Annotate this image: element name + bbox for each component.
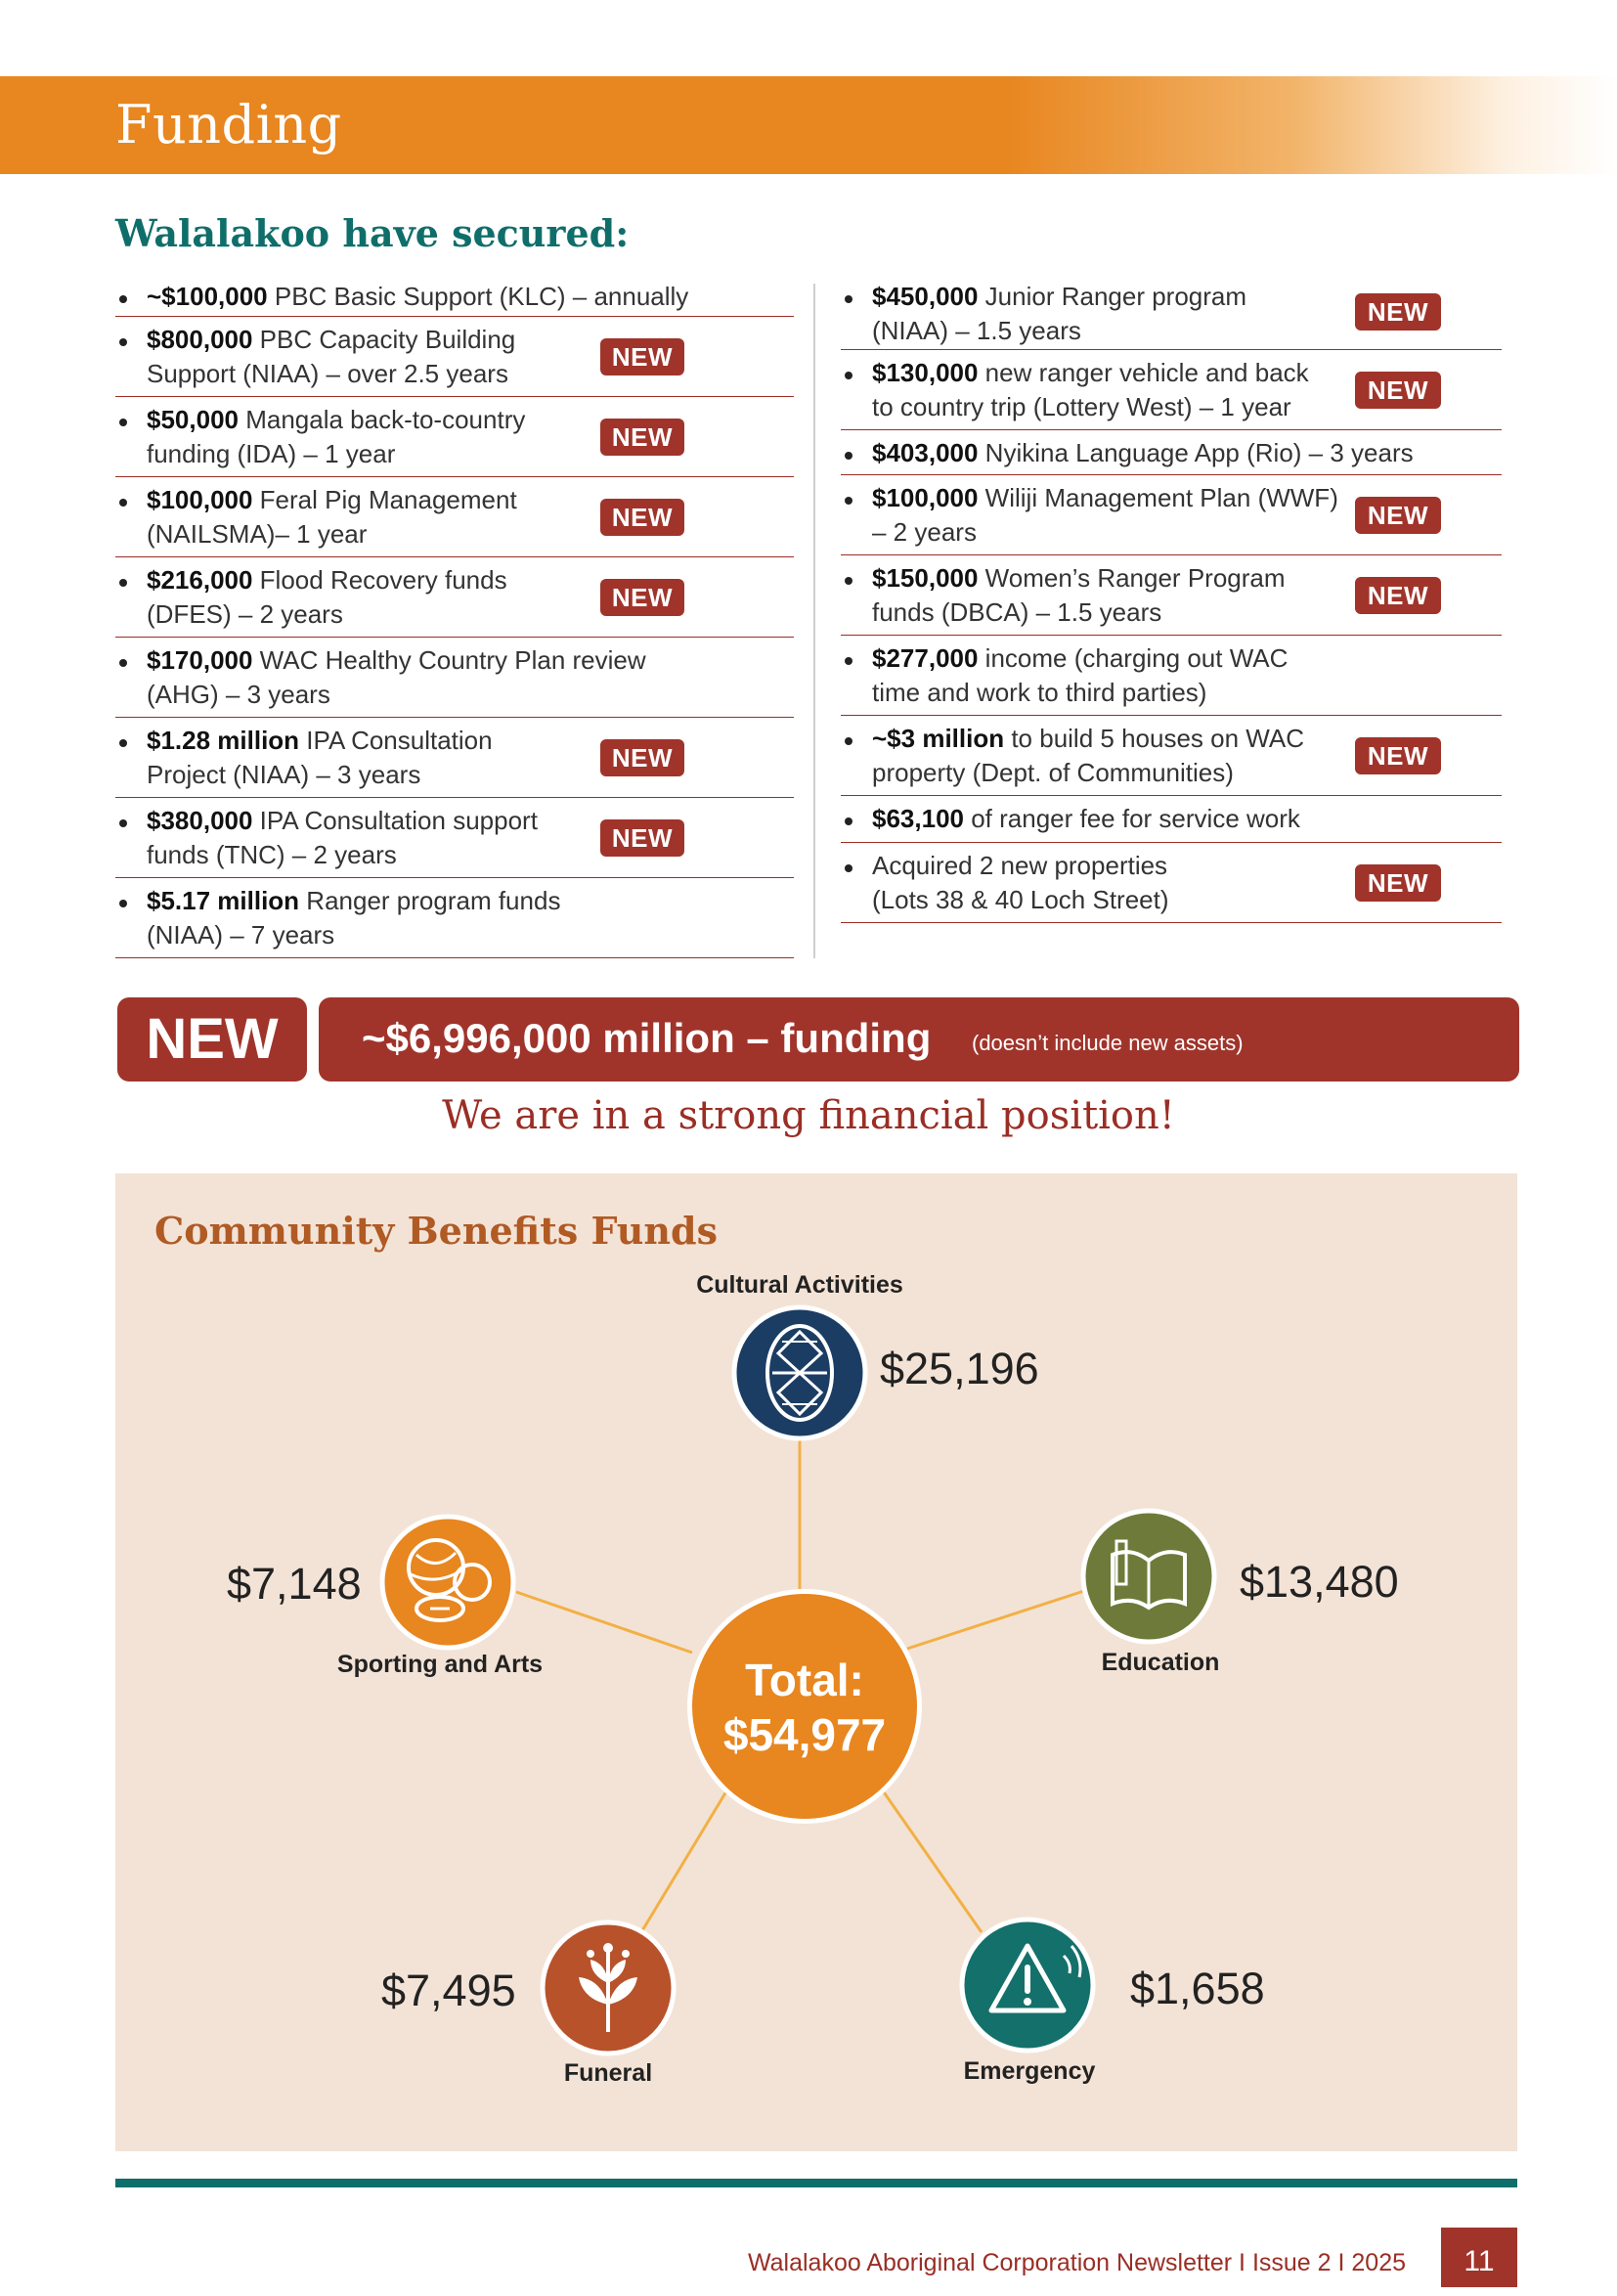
total-circle xyxy=(687,1589,922,1824)
amount-sporting: $7,148 xyxy=(227,1559,362,1609)
warning-icon xyxy=(962,1920,1093,2051)
funding-amount: $100,000 xyxy=(872,483,979,512)
funding-amount: $100,000 xyxy=(147,485,253,514)
new-badge: NEW xyxy=(1355,864,1441,902)
funding-description: PBC Basic Support (KLC) – annually xyxy=(267,282,689,311)
sports-balls-icon xyxy=(382,1517,513,1648)
funding-amount: $1.28 million xyxy=(147,726,300,755)
funding-description: Junior Ranger program xyxy=(978,282,1247,311)
funding-description: Nyikina Language App (Rio) – 3 years xyxy=(978,438,1414,467)
new-badge: NEW xyxy=(600,499,684,536)
funding-description: Feral Pig Management xyxy=(252,485,517,514)
funding-description: Ranger program funds xyxy=(299,886,561,915)
funding-amount: $380,000 xyxy=(147,806,253,835)
funding-description-cont: Project (NIAA) – 3 years xyxy=(147,760,421,789)
funding-description: WAC Healthy Country Plan review xyxy=(252,645,646,675)
funding-description-cont: property (Dept. of Communities) xyxy=(872,758,1234,787)
page-title: Funding xyxy=(115,94,342,155)
funding-description-cont: (NAILSMA)– 1 year xyxy=(147,519,368,549)
section-heading: Walalakoo have secured: xyxy=(115,211,630,255)
funding-description: new ranger vehicle and back xyxy=(978,358,1309,387)
new-badge: NEW xyxy=(1355,497,1441,534)
funding-description: Flood Recovery funds xyxy=(252,565,507,595)
connector-education xyxy=(907,1589,1090,1649)
new-badge: NEW xyxy=(600,819,684,857)
footer-text: Walalakoo Aboriginal Corporation Newsletter I Issue 2 I 2025 xyxy=(747,2249,1406,2276)
new-badge: NEW xyxy=(1355,293,1441,331)
amount-cultural: $25,196 xyxy=(880,1344,1039,1393)
funding-description-cont: (AHG) – 3 years xyxy=(147,680,330,709)
funding-amount: ~$100,000 xyxy=(147,282,268,311)
funding-amount: $170,000 xyxy=(147,645,253,675)
bottom-rule xyxy=(115,2179,1517,2187)
funding-description-cont: (NIAA) – 7 years xyxy=(147,920,335,949)
funding-amount: $130,000 xyxy=(872,358,979,387)
funding-description-cont: Support (NIAA) – over 2.5 years xyxy=(147,359,508,388)
label-funeral: Funeral xyxy=(563,2059,653,2087)
community-benefits-title: Community Benefits Funds xyxy=(154,1209,718,1253)
funding-description: Wiliji Management Plan (WWF) xyxy=(978,483,1338,512)
total-funding-amount: ~$6,996,000 million – funding xyxy=(362,1015,932,1061)
funding-description: income (charging out WAC xyxy=(978,643,1289,673)
new-badge: NEW xyxy=(600,338,684,375)
book-icon xyxy=(1083,1511,1214,1642)
funding-amount: ~$3 million xyxy=(872,724,1005,753)
funding-description-cont: to country trip (Lottery West) – 1 year xyxy=(872,392,1291,421)
new-badge: NEW xyxy=(600,419,684,456)
funding-description: Women’s Ranger Program xyxy=(978,563,1286,593)
label-sporting: Sporting and Arts xyxy=(336,1651,544,1678)
new-badge: NEW xyxy=(600,579,684,616)
new-badge-large: NEW xyxy=(117,997,307,1082)
connector-funeral xyxy=(641,1777,735,1932)
funding-description-cont: funds (TNC) – 2 years xyxy=(147,840,397,869)
funding-description-cont: funding (IDA) – 1 year xyxy=(147,439,396,468)
funding-description-cont: – 2 years xyxy=(872,517,977,547)
funding-description: Mangala back-to-country xyxy=(238,405,526,434)
amount-education: $13,480 xyxy=(1240,1557,1399,1607)
funding-amount: $5.17 million xyxy=(147,886,300,915)
funding-description: Acquired 2 new properties xyxy=(872,851,1168,880)
cultural-pattern-icon xyxy=(734,1307,865,1438)
total-value: $54,977 xyxy=(722,1709,887,1760)
new-badge: NEW xyxy=(600,739,684,776)
new-badge: NEW xyxy=(1355,577,1441,614)
label-emergency: Emergency xyxy=(963,2057,1096,2085)
label-education: Education xyxy=(1101,1649,1220,1676)
funding-amount: $216,000 xyxy=(147,565,253,595)
total-label: Total: xyxy=(745,1655,864,1705)
funding-description-cont: (NIAA) – 1.5 years xyxy=(872,316,1081,345)
funding-description-cont: time and work to third parties) xyxy=(872,678,1207,707)
connector-sporting xyxy=(516,1592,692,1653)
funding-amount: $450,000 xyxy=(872,282,979,311)
label-cultural: Cultural Activities xyxy=(696,1271,903,1299)
funding-description: IPA Consultation xyxy=(299,726,493,755)
funding-amount: $150,000 xyxy=(872,563,979,593)
connector-emergency xyxy=(873,1777,982,1932)
funding-amount: $50,000 xyxy=(147,405,239,434)
funding-description-cont: funds (DBCA) – 1.5 years xyxy=(872,597,1162,627)
funding-description: IPA Consultation support xyxy=(252,806,538,835)
amount-funeral: $7,495 xyxy=(381,1965,516,2015)
new-badge: NEW xyxy=(1355,737,1441,774)
funding-description-cont: (Lots 38 & 40 Loch Street) xyxy=(872,885,1169,914)
funding-description: of ranger fee for service work xyxy=(963,804,1300,833)
funding-amount: $277,000 xyxy=(872,643,979,673)
new-badge: NEW xyxy=(1355,372,1441,409)
funding-description-cont: (DFES) – 2 years xyxy=(147,599,343,629)
funding-amount: $63,100 xyxy=(872,804,964,833)
total-funding-note: (doesn’t include new assets) xyxy=(972,1031,1244,1055)
page-number: 11 xyxy=(1441,2228,1517,2287)
plant-icon xyxy=(543,1922,674,2053)
funding-amount: $403,000 xyxy=(872,438,979,467)
funding-description: PBC Capacity Building xyxy=(252,325,516,354)
tagline: We are in a strong financial position! xyxy=(442,1093,1175,1138)
amount-emergency: $1,658 xyxy=(1130,1964,1265,2013)
funding-amount: $800,000 xyxy=(147,325,253,354)
funding-description: to build 5 houses on WAC xyxy=(1004,724,1304,753)
